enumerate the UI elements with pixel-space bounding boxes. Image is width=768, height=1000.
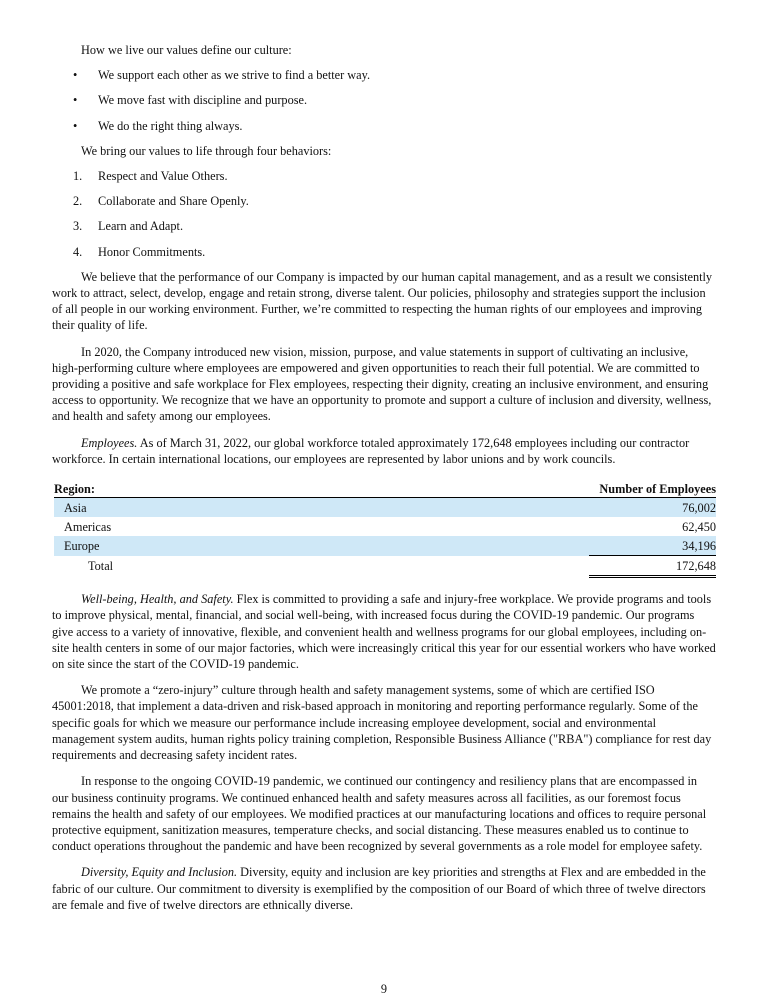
region-cell: Americas: [64, 519, 112, 534]
wellbeing-paragraph: [52, 591, 716, 672]
zero-injury-paragraph: We promote a “zero-injury” culture through health and safety management systems, some of which are certified ISO 45001:2018, that implement a data-driven and risk-based approach in monitoring and reporting performance regularly. Some of the specific goals for which we measure our performance include increasing employee development, social and environmental management system audits, human rights policy training completion, Responsible Business Alliance ("RBA") compliance for rest day requirements and decreasing safety incident rates.: [52, 683, 712, 763]
count-cell: 62,450: [682, 519, 716, 534]
bullet-marker: •: [73, 68, 78, 83]
count-cell: 34,196: [589, 536, 716, 556]
table-row: [54, 517, 716, 536]
employees-by-region-table: [54, 481, 716, 578]
values-list: [52, 67, 716, 134]
number-marker: 3.: [73, 219, 83, 234]
wellbeing-text: Flex is committed to providing a safe and injury-free workplace. We provide programs and tools to improve physical, mental, financial, and social well-being, with increased focus during the COVID-19 pandemic. Our programs give access to a variety of innovative, flexible, and convenient health and wellness programs for our global employees, including on-site health centers in some of our major factories, which were increasingly critical this year for our essential workers who have worked on site since the start of the COVID-19 pandemic.: [52, 592, 716, 672]
table-row: [54, 498, 716, 518]
list-item-text: Honor Commitments.: [98, 244, 206, 259]
total-label: Total: [88, 559, 114, 574]
list-item-text: Respect and Value Others.: [98, 169, 228, 184]
behaviors-list: [52, 168, 716, 260]
covid-paragraph: In response to the ongoing COVID-19 pandemic, we continued our contingency and resiliency plans that are encompassed in our business continuity programs. We continued enhanced health and safety measures across all facilities, as our foremost focus remains the health and safety of our employees. We modified practices at our manufacturing locations and offices to require personal protective equipment, sanitization measures, temperature checks, and social distancing. These measures enabled us to continue to conduct operations throughout the pandemic and have been recognized by several governments as a role model for employee safety.: [52, 774, 707, 854]
list-item: [52, 92, 716, 108]
behaviors-intro: We bring our values to life through four behaviors:: [81, 143, 332, 158]
list-item: [52, 118, 716, 134]
vision-paragraph: In 2020, the Company introduced new vision, mission, purpose, and value statements in support of cultivating an inclusive, high-performing culture where employees are empowered and given opportunities to reach their full potential. We are committed to providing a positive and safe workplace for Flex employees, respecting their dignity, creating an inclusive environment, and ensuring access to opportunity. We recognize that we have an opportunity to promote and support a culture of inclusion and diversity, wellness, and health and safety among our employees.: [52, 344, 712, 424]
bullet-marker: •: [73, 93, 78, 108]
list-item-text: We do the right thing always.: [98, 118, 243, 133]
region-cell: Europe: [54, 536, 119, 556]
list-item-text: Collaborate and Share Openly.: [98, 194, 249, 209]
list-item: [52, 67, 716, 83]
wellbeing-heading: Well-being, Health, and Safety.: [81, 592, 234, 607]
employees-paragraph: [52, 435, 716, 467]
count-cell: 76,002: [589, 498, 716, 518]
number-marker: 4.: [73, 244, 83, 259]
diversity-heading: Diversity, Equity and Inclusion.: [81, 865, 238, 880]
region-cell: Asia: [54, 498, 119, 518]
list-item-text: We move fast with discipline and purpose.: [98, 93, 308, 108]
human-capital-paragraph: We believe that the performance of our Company is impacted by our human capital management, and as a result we consistently work to attract, select, develop, engage and retain strong, diverse talent. Our policies, philosophy and strategies support the inclusion of all people in our working environment. Further, we’re committed to respecting the human rights of our employees and improving their quality of life.: [52, 269, 713, 333]
table-row: [54, 536, 716, 556]
page-number: 9: [380, 982, 388, 996]
bullet-marker: •: [73, 118, 78, 133]
list-item-text: Learn and Adapt.: [98, 219, 184, 234]
values-intro: How we live our values define our culture:: [81, 43, 292, 57]
number-marker: 2.: [73, 194, 83, 209]
list-item: [52, 244, 716, 260]
total-value: 172,648: [589, 556, 716, 577]
diversity-text: Diversity, equity and inclusion are key priorities and strengths at Flex and are embedded in the fabric of our culture. Our commitment to diversity is exemplified by the composition of our Board of which three of twelve directors are female and five of twelve directors are ethnically diverse.: [52, 865, 706, 912]
list-item: [52, 193, 716, 209]
number-marker: 1.: [73, 169, 83, 184]
list-item: [52, 168, 716, 184]
list-item: [52, 218, 716, 234]
employees-heading: Employees.: [81, 435, 138, 450]
employees-header: Number of Employees: [589, 481, 716, 498]
table-total-row: [54, 556, 716, 577]
table-header-row: [54, 481, 716, 498]
employees-text: As of March 31, 2022, our global workforce totaled approximately 172,648 employees including our contractor workforce. In certain international locations, our employees are represented by labor unions and by work councils.: [52, 435, 690, 466]
region-header: Region:: [54, 481, 119, 498]
document-page: [52, 40, 716, 913]
list-item-text: We support each other as we strive to find a better way.: [98, 68, 371, 83]
diversity-paragraph: [52, 864, 716, 913]
